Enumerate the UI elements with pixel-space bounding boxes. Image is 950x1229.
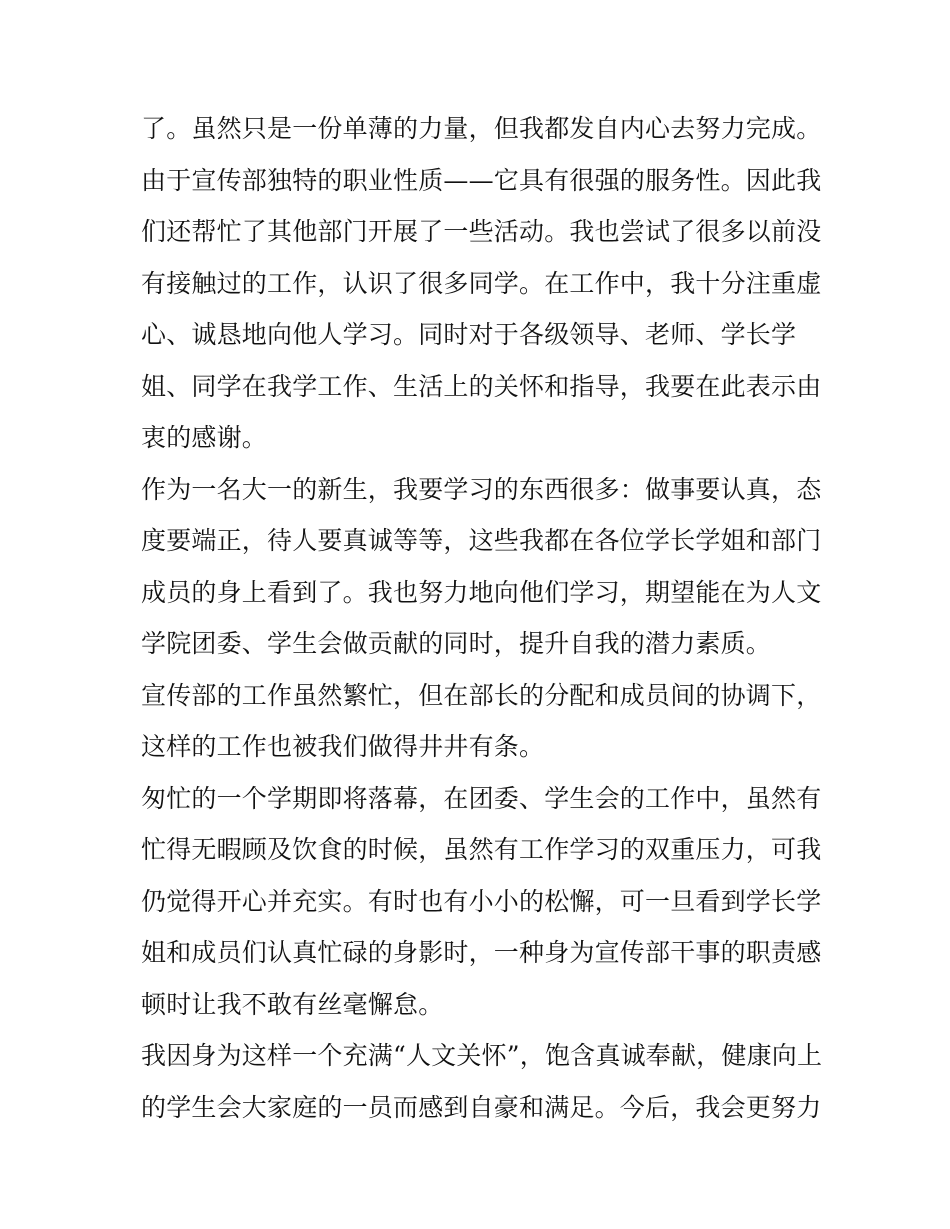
- text-line: 有接触过的工作，认识了很多同学。在工作中，我十分注重虚: [141, 268, 822, 298]
- text-line: 姐、同学在我学工作、生活上的关怀和指导，我要在此表示由: [141, 371, 822, 401]
- document-body: [141, 103, 823, 1133]
- text-line: 我因身为这样一个充满“人文关怀”，饱含真诚奉献，健康向上: [141, 1041, 823, 1070]
- text-line: 顿时让我不敢有丝毫懈怠。: [141, 989, 444, 1019]
- text-line: 衷的感谢。: [141, 423, 268, 452]
- text-line: 们还帮忙了其他部门开展了一些活动。我也尝试了很多以前没: [141, 217, 822, 246]
- text-line: 宣传部的工作虽然繁忙，但在部长的分配和成员间的协调下，: [141, 680, 822, 710]
- text-line: 度要端正，待人要真诚等等，这些我都在各位学长学姐和部门: [141, 526, 822, 555]
- text-line: 的学生会大家庭的一员而感到自豪和满足。今后，我会更努力: [141, 1092, 822, 1122]
- text-line: 姐和成员们认真忙碌的身影时，一种身为宣传部干事的职责感: [141, 938, 822, 967]
- text-line: 仍觉得开心并充实。有时也有小小的松懈，可一旦看到学长学: [141, 886, 822, 916]
- text-line: 忙得无暇顾及饮食的时候，虽然有工作学习的双重压力，可我: [141, 835, 822, 864]
- text-line: 了。虽然只是一份单薄的力量，但我都发自内心去努力完成。: [141, 114, 822, 143]
- text-line: 作为一名大一的新生，我要学习的东西很多：做事要认真，态: [141, 474, 822, 504]
- text-line: 由于宣传部独特的职业性质——它具有很强的服务性。因此我: [141, 165, 822, 195]
- text-line: 成员的身上看到了。我也努力地向他们学习，期望能在为人文: [141, 577, 822, 607]
- text-line: 学院团委、学生会做贡献的同时，提升自我的潜力素质。: [141, 629, 772, 658]
- text-line: 匆忙的一个学期即将落幕，在团委、学生会的工作中，虽然有: [141, 783, 822, 813]
- text-line: 心、诚恳地向他人学习。同时对于各级领导、老师、学长学: [141, 320, 797, 349]
- text-line: 这样的工作也被我们做得井井有条。: [141, 732, 545, 761]
